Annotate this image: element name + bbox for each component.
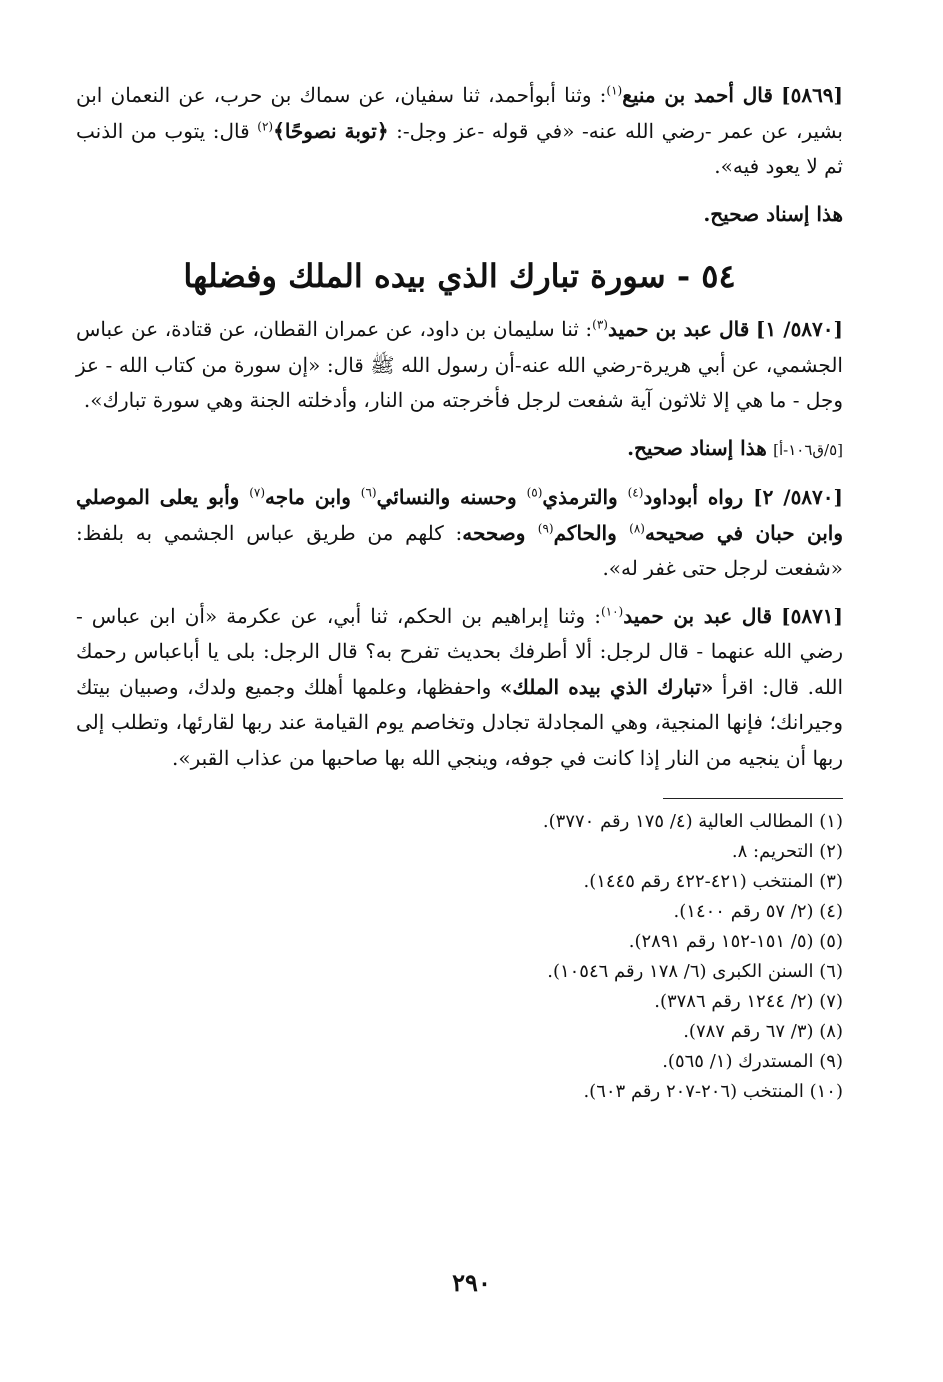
entry-number: [٥٨٧٠/ ٢]: [753, 485, 843, 509]
entry-text: قال: يتوب من الذنب ثم لا يعود فيه».: [76, 118, 843, 178]
source-text: والترمذي: [542, 485, 628, 509]
footnote-divider: [663, 798, 843, 799]
source-text: رواه أبوداود: [643, 485, 754, 509]
footnote-item: (٥) (٥/ ١٥١-١٥٢ رقم ٢٨٩١).: [628, 931, 843, 952]
footnote-item: (٨) (٣/ ٦٧ رقم ٧٨٧).: [683, 1021, 843, 1042]
footnote-item: (٧) (٢/ ١٢٤٤ رقم ٣٧٨٦).: [654, 991, 843, 1012]
footnote-ref[interactable]: (١): [606, 83, 623, 98]
entry-5871: [76, 599, 843, 777]
footnotes-list: [76, 807, 843, 1107]
entry-text: : وثنا أبوأحمد، ثنا سفيان، عن سماك بن حرب، عن النعمان ابن بشير، عن عمر -رضي الله عنه- «في قوله -عز وجل-:: [76, 83, 843, 143]
footnote-ref[interactable]: (٢): [257, 118, 274, 133]
footnote-ref[interactable]: (٧): [249, 485, 266, 500]
grade-text: هذا إسناد صحيح.: [627, 435, 767, 460]
section-heading: ٥٤ - سورة تبارك الذي بيده الملك وفضلها: [183, 257, 736, 295]
entry-5870-2: [76, 480, 843, 587]
footnote-item: (١) المطالب العالية (٤/ ١٧٥ رقم ٣٧٧٠).: [542, 811, 843, 832]
entry-number: [٥٨٧١]: [781, 603, 844, 628]
entry-text: واحفظها، وعلمها أهلك وجميع ولدك، وصبيان بيتك وجيرانك؛ فإنها المنجية، وهي المجادلة تجادل وتخاصم يوم القيامة عند ربها لقارئها، وتطلب إلى ربها أن ينجيه من النار إذا كانت في جوفه، وينجي الله بها صاحبها من عذاب القبر».: [76, 674, 843, 770]
source-text: وأبو يعلى الموصلي وابن حبان في صحيحه: [76, 485, 843, 545]
entry-author: قال عبد بن حميد: [607, 317, 750, 341]
page-number: ٢٩٠: [452, 1268, 491, 1297]
quran-quote: ﴿توبة نصوحًا﴾: [273, 118, 389, 143]
entry-text: : ثنا سليمان بن داود، عن عمران القطان، عن قتادة، عن عباس الجشمي، عن أبي هريرة-رضي الله عنه-أن رسول الله ﷺ قال: «إن سورة من كتاب الله - عز وجل - ما هي إلا ثلاثون آية شفعت لرجل فأخرجته من النار، وأدخلته الجنة وهي سورة تبارك».: [76, 317, 843, 412]
source-text: وابن ماجه: [265, 485, 361, 509]
grade-5869: هذا إسناد صحيح.: [703, 201, 843, 226]
footnote-item: (٢) التحريم: ٨.: [731, 841, 843, 862]
footnote-item: (٣) المنتخب (٤٢١-٤٢٢ رقم ١٤٤٥).: [583, 871, 843, 892]
footnote-item: (١٠) المنتخب (٢٠٦-٢٠٧ رقم ٦٠٣).: [583, 1081, 843, 1102]
footnote-ref[interactable]: (٩): [537, 520, 554, 535]
footnote-ref[interactable]: (٨): [629, 520, 645, 535]
source-text: وصححه: [462, 520, 538, 545]
entry-text: : كلهم من طريق عباس الجشمي به بلفظ: «شفعت لرجل حتى غفر له».: [76, 520, 843, 580]
entry-5870-1: [76, 312, 843, 419]
entry-author: قال أحمد بن منيع: [622, 83, 773, 107]
entry-number: [٥٨٧٠/ ١]: [755, 317, 843, 341]
entry-number: [٥٨٦٩]: [781, 83, 844, 107]
footnote-ref[interactable]: (٣): [592, 317, 608, 332]
footnote-item: (٦) السنن الكبرى (٦/ ١٧٨ رقم ١٠٥٤٦).: [547, 961, 843, 982]
footnote-ref[interactable]: (٦): [360, 485, 377, 500]
footnote-ref[interactable]: (٤): [627, 485, 644, 500]
grade-5870-1: [76, 431, 843, 469]
source-text: وحسنه والنسائي: [376, 485, 527, 509]
entry-text: : وثنا إبراهيم بن الحكم، ثنا أبي، عن عكرمة «أن ابن عباس - رضي الله عنهما - قال لرجل: ألا أطرفك بحديث تفرح به؟ قال الرجل: بلى يا أباعباس رحمك الله. قال: اقرأ: [76, 603, 844, 699]
footnote-ref[interactable]: (١٠): [600, 603, 624, 618]
entry-author: قال عبد بن حميد: [623, 603, 773, 628]
footnote-item: (٤) (٢/ ٥٧ رقم ١٤٠٠).: [673, 901, 843, 922]
manuscript-ref: [٥/ق١٠٦-أ]: [773, 440, 843, 459]
footnote-ref[interactable]: (٥): [526, 485, 543, 500]
quran-quote: «تبارك الذي بيده الملك»: [499, 674, 714, 699]
footnote-item: (٩) المستدرك (١/ ٥٦٥).: [662, 1051, 843, 1072]
entry-5869: [76, 78, 843, 185]
source-text: والحاكم: [553, 520, 630, 545]
